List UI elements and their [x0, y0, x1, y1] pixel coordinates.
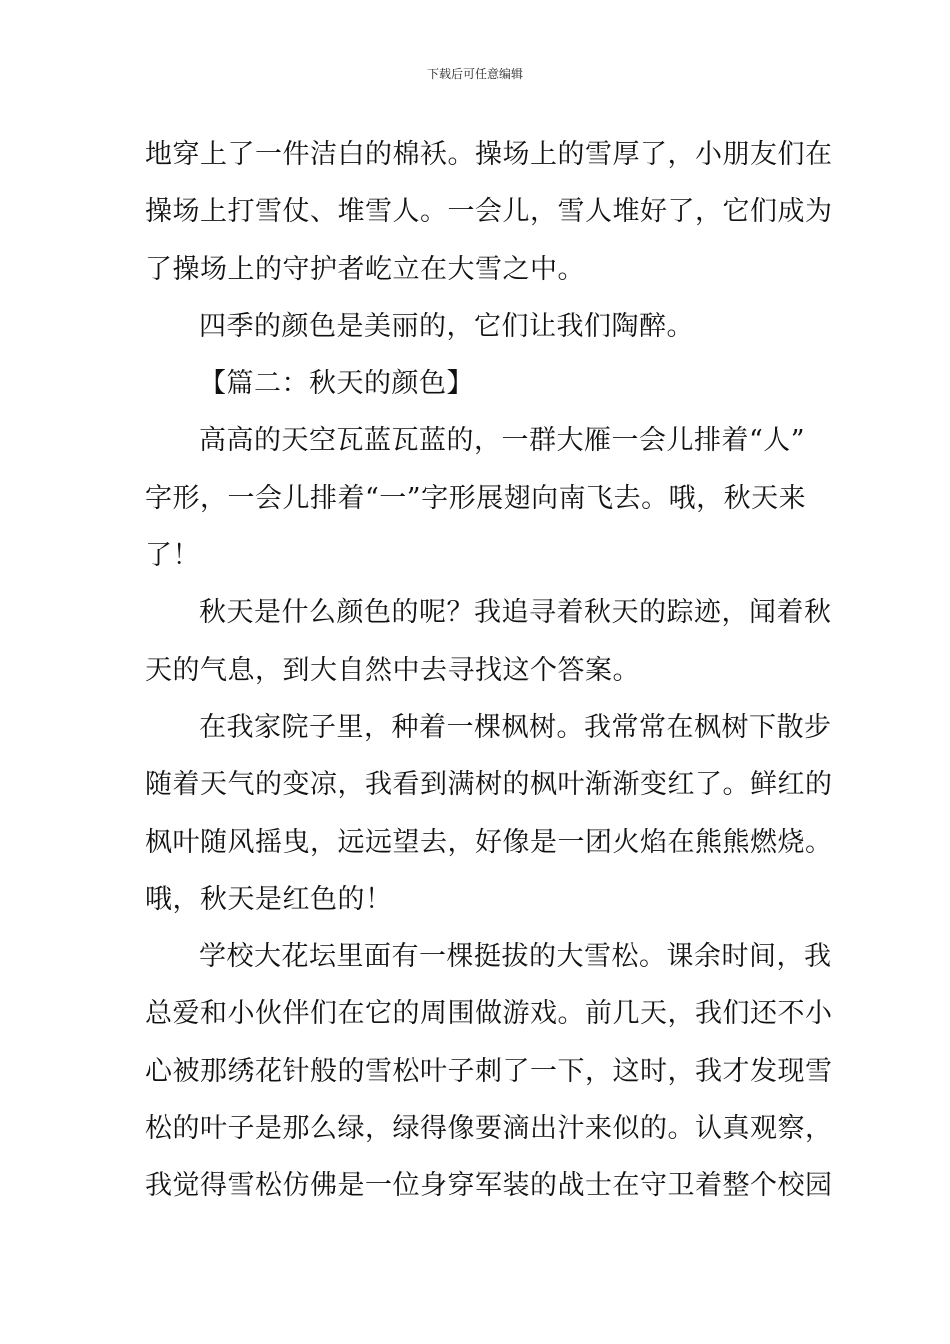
- text-line-12: 随着天气的变凉，我看到满树的枫叶渐渐变红了。鲜红的: [145, 769, 833, 801]
- text-line-9: 秋天是什么颜色的呢？我追寻着秋天的踪迹，闻着秋: [199, 597, 832, 629]
- text-line-7: 字形，一会儿排着“一”字形展翅向南飞去。哦，秋天来: [145, 482, 807, 514]
- text-line-18: 松的叶子是那么绿，绿得像要滴出汁来似的。认真观察，: [145, 1113, 833, 1145]
- text-line-1: 地穿上了一件洁白的棉袄。操场上的雪厚了，小朋友们在: [145, 139, 833, 170]
- text-line-11: 在我家院子里，种着一棵枫树。我常常在枫树下散步: [199, 711, 832, 743]
- text-line-8: 了！: [145, 540, 200, 572]
- document-body: [145, 126, 833, 1215]
- text-line-14: 哦，秋天是红色的！: [145, 883, 393, 915]
- text-line-4: 四季的颜色是美丽的，它们让我们陶醉。: [199, 310, 694, 342]
- text-line-19: 我觉得雪松仿佛是一位身穿军装的战士在守卫着整个校园: [145, 1170, 833, 1202]
- text-line-16: 总爱和小伙伴们在它的周围做游戏。前几天，我们还不小: [145, 998, 833, 1030]
- text-line-6: 高高的天空瓦蓝瓦蓝的，一群大雁一会儿排着“人”: [199, 425, 806, 457]
- text-line-13: 枫叶随风摇曳，远远望去，好像是一团火焰在熊熊燃烧。: [145, 826, 833, 858]
- text-line-17: 心被那绣花针般的雪松叶子刺了一下，这时，我才发现雪: [145, 1055, 833, 1087]
- text-line-3: 了操场上的守护者屹立在大雪之中。: [145, 253, 585, 285]
- page-header: 下载后可任意编辑: [426, 67, 523, 81]
- text-line-15: 学校大花坛里面有一棵挺拔的大雪松。课余时间，我: [199, 941, 832, 973]
- section-title: 【篇二：秋天的颜色】: [199, 368, 474, 400]
- text-line-10: 天的气息，到大自然中去寻找这个答案。: [145, 654, 640, 686]
- text-line-2: 操场上打雪仗、堆雪人。一会儿，雪人堆好了，它们成为: [145, 196, 833, 228]
